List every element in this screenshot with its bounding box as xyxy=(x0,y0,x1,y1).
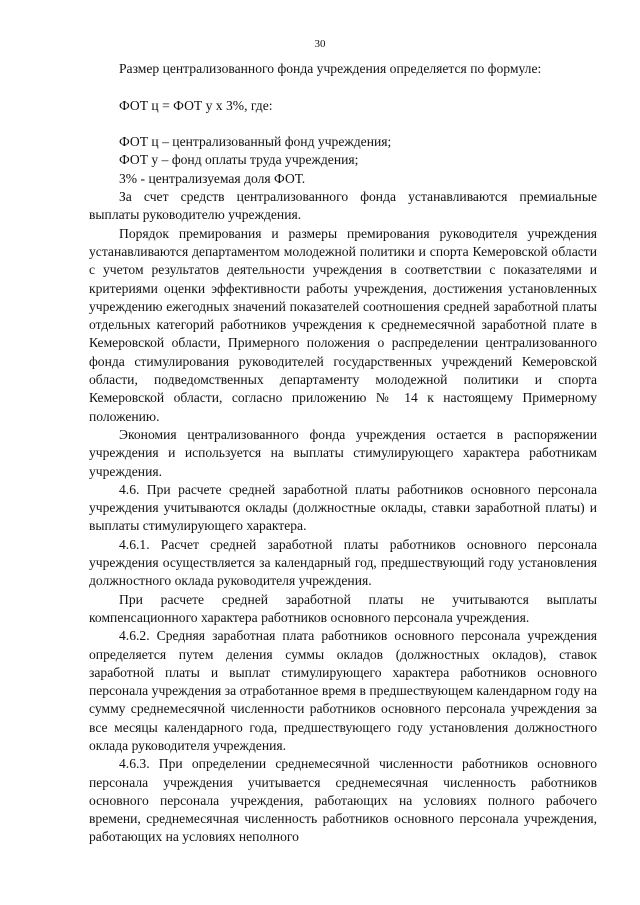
paragraph: Экономия централизованного фонда учреждения остается в распоряжении учреждения и используется на выплаты стимулирующего характера работникам учреждения. xyxy=(89,426,597,479)
blank-line xyxy=(89,78,597,96)
paragraph: 4.6.2. Средняя заработная плата работников основного персонала учреждения определяется путем деления суммы окладов (должностных окладов), ставок заработной платы и выплат стимулирующего характера работников основного персонала учреждения за отработанное время в предшествующем календарном году на сумму среднемесячной численности работников основного персонала учреждения за все месяцы календарного года, предшествующего году установления должностного оклада руководителя учреждения. xyxy=(89,628,597,753)
paragraph: 4.6.1. Расчет средней заработной платы работников основного персонала учреждения осуществляется за календарный год, предшествующий году установления должностного оклада руководителя учреждения. xyxy=(89,536,597,589)
formula-legend-item: 3% - централизуемая доля ФОТ. xyxy=(119,170,306,186)
paragraph: 4.6.3. При определении среднемесячной численности работников основного персонала учреждения учитывается среднемесячная численность работников основного персонала учреждения, работающих на условиях полного рабочего времени, среднемесячная численность работников основного персонала учреждения, работающих на условиях неполного xyxy=(89,756,597,845)
formula-legend-item: ФОТ у – фонд оплаты труда учреждения; xyxy=(119,152,359,168)
document-body xyxy=(89,60,597,847)
page-number: 30 xyxy=(314,38,326,50)
paragraph: 4.6. При расчете средней заработной платы работников основного персонала учреждения учитываются оклады (должностные оклады, ставки заработной платы) и выплаты стимулирующего характера. xyxy=(89,481,597,534)
paragraph: За счет средств централизованного фонда устанавливаются премиальные выплаты руководителю учреждения. xyxy=(89,189,597,223)
paragraph: Порядок премирования и размеры премирования руководителя учреждения устанавливаются департаментом молодежной политики и спорта Кемеровской области с учетом результатов деятельности учреждения в соответствии с показателями и критериями оценки эффективности работы учреждения, достижения установленных учреждению ежегодных значений показателей соотношения средней заработной платы отдельных категорий работников учреждения к среднемесячной заработной плате в Кемеровской области, Примерного положения о распределении централизованного фонда стимулирования руководителей государственных учреждений Кемеровской области, подведомственных департаменту молодежной политики и спорта Кемеровской области, согласно приложению № 14 к настоящему Примерному положению. xyxy=(89,225,597,424)
formula-legend-item: ФОТ ц – централизованный фонд учреждения; xyxy=(119,134,392,150)
formula-intro: Размер централизованного фонда учреждения определяется по формуле: xyxy=(119,61,542,76)
blank-line xyxy=(89,115,597,133)
formula: ФОТ ц = ФОТ у х 3%, где: xyxy=(119,97,273,113)
paragraph: При расчете средней заработной платы не учитываются выплаты компенсационного характера работников основного персонала учреждения. xyxy=(89,591,597,625)
